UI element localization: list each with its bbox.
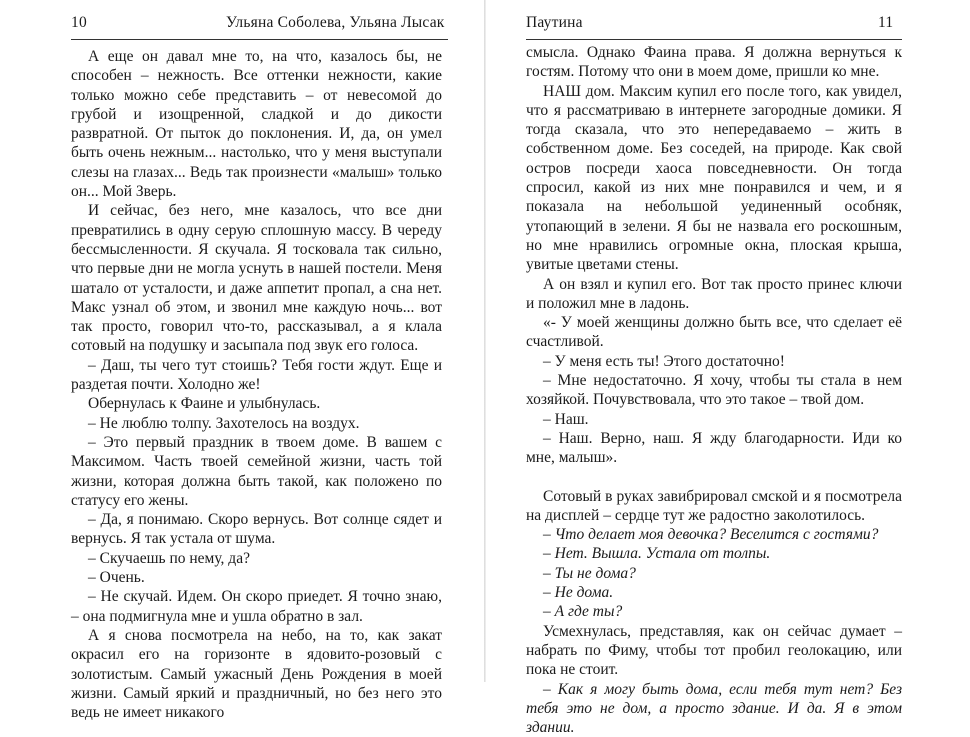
message-line: – Нет. Вышла. Устала от толпы. bbox=[526, 544, 902, 563]
paragraph: А он взял и купил его. Вот так просто принес ключи и положил мне в ладонь. bbox=[526, 275, 902, 314]
header-rule bbox=[71, 39, 448, 40]
paragraph: Сотовый в руках завибрировал смской и я посмотрела на дисплей – сердце тут же радостно заколотилось. bbox=[526, 487, 902, 526]
dialogue-line: – Мне недостаточно. Я хочу, чтобы ты стала в нем хозяйкой. Почувствовала, что это такое – твой дом. bbox=[526, 371, 902, 410]
paragraph: Усмехнулась, представляя, как он сейчас думает – набрать по Фиму, чтобы тот пробил геолокацию, или пока не стоит. bbox=[526, 622, 902, 680]
paragraph: НАШ дом. Максим купил его после того, как увидел, что я рассматриваю в интернете загородные домики. Я тогда сказала, что это непередаваемо – жить в собственном доме. Без соседей, на природе. Как свой остров посреди хаоса повседневности. Он тогда спросил, какой из них мне понравился и чем, и я показала на небольшой уединенный особняк, утопающий в зелени. Я бы не назвала его роскошным, но мне нравились огромные окна, плоская крыша, увитые цветами стены. bbox=[526, 82, 902, 275]
paragraph: А я снова посмотрела на небо, на то, как закат окрасил его на горизонте в ядовито-розовый с золотистым. Самый ужасный День Рождения в моей жизни. Самый яркий и праздничный, но без него это ведь не имеет никакого bbox=[71, 626, 442, 722]
page-number: 10 bbox=[71, 14, 87, 32]
dialogue-line: – Очень. bbox=[71, 568, 442, 587]
right-page bbox=[486, 0, 970, 682]
dialogue-line: – Не скучай. Идем. Он скоро приедет. Я точно знаю, – она подмигнула мне и ушла обратно в зал. bbox=[71, 587, 442, 626]
dialogue-line: – Даш, ты чего тут стоишь? Тебя гости ждут. Еще и раздетая почти. Холодно же! bbox=[71, 356, 442, 395]
paragraph: Обернулась к Фаине и улыбнулась. bbox=[71, 394, 442, 413]
dialogue-line: – Скучаешь по нему, да? bbox=[71, 549, 442, 568]
dialogue-line: – Наш. Верно, наш. Я жду благодарности. Иди ко мне, малыш». bbox=[526, 429, 902, 468]
dialogue-line: – Наш. bbox=[526, 410, 902, 429]
message-line: – Как я могу быть дома, если тебя тут нет? Без тебя это не дом, а просто здание. И да. Я в этом здании. bbox=[526, 680, 902, 737]
page-body bbox=[526, 43, 902, 737]
page-body bbox=[71, 47, 442, 722]
running-head-authors: Ульяна Соболева, Ульяна Лысак bbox=[226, 14, 445, 32]
message-line: – А где ты? bbox=[526, 602, 902, 621]
message-line: – Что делает моя девочка? Веселится с гостями? bbox=[526, 525, 902, 544]
dialogue-line: – Не люблю толпу. Захотелось на воздух. bbox=[71, 414, 442, 433]
dialogue-line: – У меня есть ты! Этого достаточно! bbox=[526, 352, 902, 371]
running-head-title: Паутина bbox=[526, 14, 583, 32]
paragraph: И сейчас, без него, мне казалось, что все дни превратились в одну серую сплошную массу. В череду бессмысленности. Я скучала. Я тосковала так сильно, что первые дни не могла уснуть в нашей постели. Меня шатало от усталости, и даже аппетит пропал, а сна нет. Макс узнал об этом, и звонил мне каждую ночь... вот так просто, говорил что-то, рассказывал, а я клала сотовый на подушку и засыпала под звук его голоса. bbox=[71, 201, 442, 355]
dialogue-line: «- У моей женщины должно быть все, что сделает её счастливой. bbox=[526, 313, 902, 352]
page-number: 11 bbox=[878, 14, 893, 32]
paragraph-continued: смысла. Однако Фаина права. Я должна вернуться к гостям. Потому что они в моем доме, пришли ко мне. bbox=[526, 43, 902, 82]
left-page bbox=[0, 0, 484, 682]
message-line: – Ты не дома? bbox=[526, 564, 902, 583]
header-rule bbox=[526, 39, 902, 40]
dialogue-line: – Да, я понимаю. Скоро вернусь. Вот солнце сядет и вернусь. Я так устала от шума. bbox=[71, 510, 442, 549]
message-line: – Не дома. bbox=[526, 583, 902, 602]
paragraph: А еще он давал мне то, на что, казалось бы, не способен – нежность. Все оттенки нежности, какие только можно себе представить – от невесомой до грубой и изощренной, сладкой и до дикости развратной. От пыток до поклонения. И, да, он умел быть очень нежным... настолько, что у меня выступали слезы на глазах... Ведь так произнести «малыш» только он... Мой Зверь. bbox=[71, 47, 442, 201]
dialogue-line: – Это первый праздник в твоем доме. В вашем с Максимом. Часть твоей семейной жизни, часть той жизни, которая должна быть такой, как положено по статусу его жены. bbox=[71, 433, 442, 510]
